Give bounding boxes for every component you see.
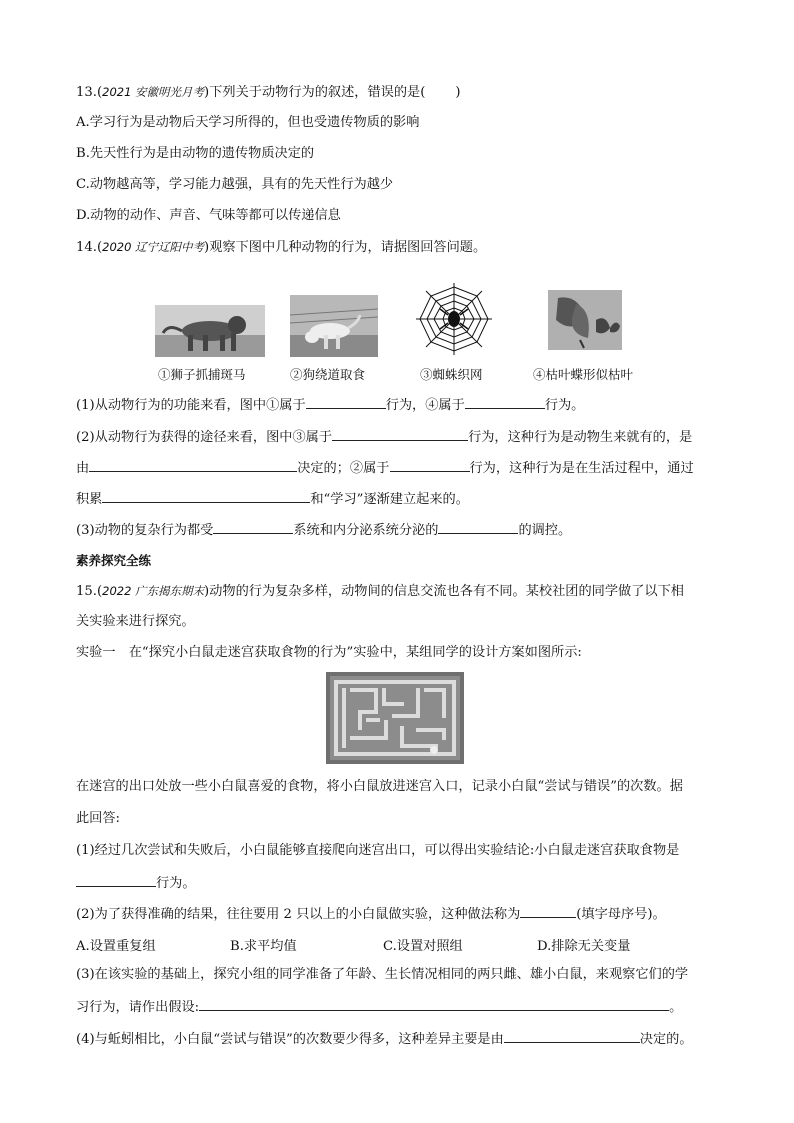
blank-q14-2c[interactable]	[390, 458, 470, 472]
blank-q14-3b[interactable]	[438, 520, 518, 534]
blank-q14-3a[interactable]	[213, 520, 293, 534]
leaf-butterfly-image	[548, 290, 622, 350]
q14-part2-line2	[76, 458, 694, 478]
q13-source: 2021 安徽明光月考	[102, 85, 205, 99]
q14-part2-line3	[76, 489, 469, 509]
dog-image	[290, 295, 378, 357]
q14-p2-text-c: 由	[76, 461, 90, 476]
q15-sub4-text-b: 决定的。	[639, 1032, 693, 1047]
q14-p2-text-d: 决定的；②属于	[297, 461, 390, 476]
q15-experiment1: 实验一 在“探究小白鼠走迷宫获取食物的行为”实验中，某组同学的设计方案如图所示:	[76, 645, 582, 660]
q13-number: 13.(	[76, 85, 103, 100]
q14-part1	[76, 395, 584, 415]
q14-p2-text-g: 和“学习”逐渐建立起来的。	[310, 492, 469, 507]
q15-option-d: D.排除无关变量	[537, 939, 631, 954]
blank-q14-2d[interactable]	[102, 489, 310, 503]
caption-butterfly: ④枯叶蝶形似枯叶	[533, 367, 634, 382]
q14-p2-text-f: 积累	[76, 492, 103, 507]
q13-option-d: D.动物的动作、声音、气味等都可以传递信息	[76, 208, 341, 223]
q14-p2-text-b: 行为，这种行为是动物生来就有的，是	[468, 430, 693, 445]
q14-p1-text-c: 行为。	[544, 398, 585, 413]
blank-q14-1a[interactable]	[306, 395, 386, 409]
q15-sub1-line1: (1)经过几次尝试和失败后，小白鼠能够直接爬向迷宫出口，可以得出实验结论:小白鼠走迷宫获取食物是	[76, 843, 680, 858]
q15-stem-line1	[76, 582, 684, 601]
blank-q14-2a[interactable]	[332, 427, 468, 441]
q13-option-a: A.学习行为是动物后天学习所得的，但也受遗传物质的影响	[76, 115, 420, 130]
q15-sub3-line1: (3)在该实验的基础上，探究小组的同学准备了年龄、生长情况相同的两只雌、雄小白鼠，来观察它们的学	[76, 967, 689, 982]
q15-sub2-text-b: (填字母序号)。	[576, 907, 666, 922]
q14-p3-text-c: 的调控。	[518, 523, 572, 538]
lion-image	[155, 305, 265, 357]
q15-description-line2: 此回答:	[76, 811, 121, 826]
q13-option-b: B.先天性行为是由动物的遗传物质决定的	[76, 146, 315, 161]
q15-number: 15.(	[76, 584, 103, 599]
q14-number: 14.(	[76, 240, 103, 255]
spider-web-image	[414, 281, 494, 357]
q15-sub3-text-c: 。	[669, 1000, 683, 1015]
q14-part2-line1	[76, 427, 692, 447]
q15-sub3-line2	[76, 997, 682, 1017]
q13-option-c: C.动物越高等，学习能力越强，具有的先天性行为越少	[76, 177, 394, 192]
q14-p2-text-e: 行为，这种行为是在生活过程中，通过	[469, 461, 694, 476]
q14-p2-text-a: (2)从动物行为获得的途径来看，图中③属于	[76, 430, 333, 445]
q13-stem-text: )下列关于动物行为的叙述，错误的是(	[204, 85, 426, 100]
q15-source: 2022 广东揭东期末	[102, 584, 205, 598]
q15-description-line1: 在迷宫的出口处放一些小白鼠喜爱的食物，将小白鼠放进迷宫入口，记录小白鼠“尝试与错误”的次数。据	[76, 779, 683, 794]
q14-stem-text: )观察下图中几种动物的行为，请据图回答问题。	[204, 240, 487, 255]
q15-sub1-text-b: 行为。	[156, 876, 196, 891]
caption-spider: ③蜘蛛织网	[420, 367, 483, 382]
q15-sub3-text-b: 习行为，请作出假设:	[76, 1000, 200, 1015]
q15-stem-line2: 关实验来进行探究。	[76, 614, 195, 629]
q14-part3	[76, 520, 571, 540]
maze-image	[326, 672, 464, 764]
blank-q15-4[interactable]	[504, 1029, 640, 1043]
q15-sub1-line2	[76, 873, 196, 893]
q14-p1-text-a: (1)从动物行为的功能来看，图中①属于	[76, 398, 306, 413]
q15-sub4	[76, 1029, 693, 1049]
q13-stem	[76, 83, 461, 102]
q13-paren-close: )	[455, 85, 461, 100]
caption-dog: ②狗绕道取食	[290, 367, 366, 382]
blank-q15-2[interactable]	[520, 904, 576, 918]
blank-q14-2b[interactable]	[89, 458, 297, 472]
q15-option-b: B.求平均值	[230, 939, 297, 954]
q14-stem	[76, 238, 486, 257]
q14-p1-text-b: 行为，④属于	[385, 398, 465, 413]
q14-p3-text-b: 系统和内分泌系统分泌的	[293, 523, 439, 538]
q15-sub2	[76, 904, 666, 924]
q15-sub4-text-a: (4)与蚯蚓相比，小白鼠“尝试与错误”的次数要少得多，这种差异主要是由	[76, 1032, 504, 1047]
q15-option-a: A.设置重复组	[76, 939, 156, 954]
blank-q14-1b[interactable]	[465, 395, 545, 409]
blank-q15-3[interactable]	[199, 997, 669, 1011]
q15-option-c: C.设置对照组	[383, 939, 463, 954]
q14-source: 2020 辽宁辽阳中考	[102, 240, 205, 254]
section-title: 素养探究全练	[76, 553, 152, 568]
q14-p3-text-a: (3)动物的复杂行为都受	[76, 523, 214, 538]
caption-lion: ①狮子抓捕斑马	[158, 367, 246, 382]
blank-q15-1[interactable]	[76, 873, 156, 887]
q15-stem-text: )动物的行为复杂多样，动物间的信息交流也各有不同。某校社团的同学做了以下相	[204, 584, 684, 599]
q15-sub2-text-a: (2)为了获得准确的结果，往往要用 2 只以上的小白鼠做实验，这种做法称为	[76, 907, 521, 922]
